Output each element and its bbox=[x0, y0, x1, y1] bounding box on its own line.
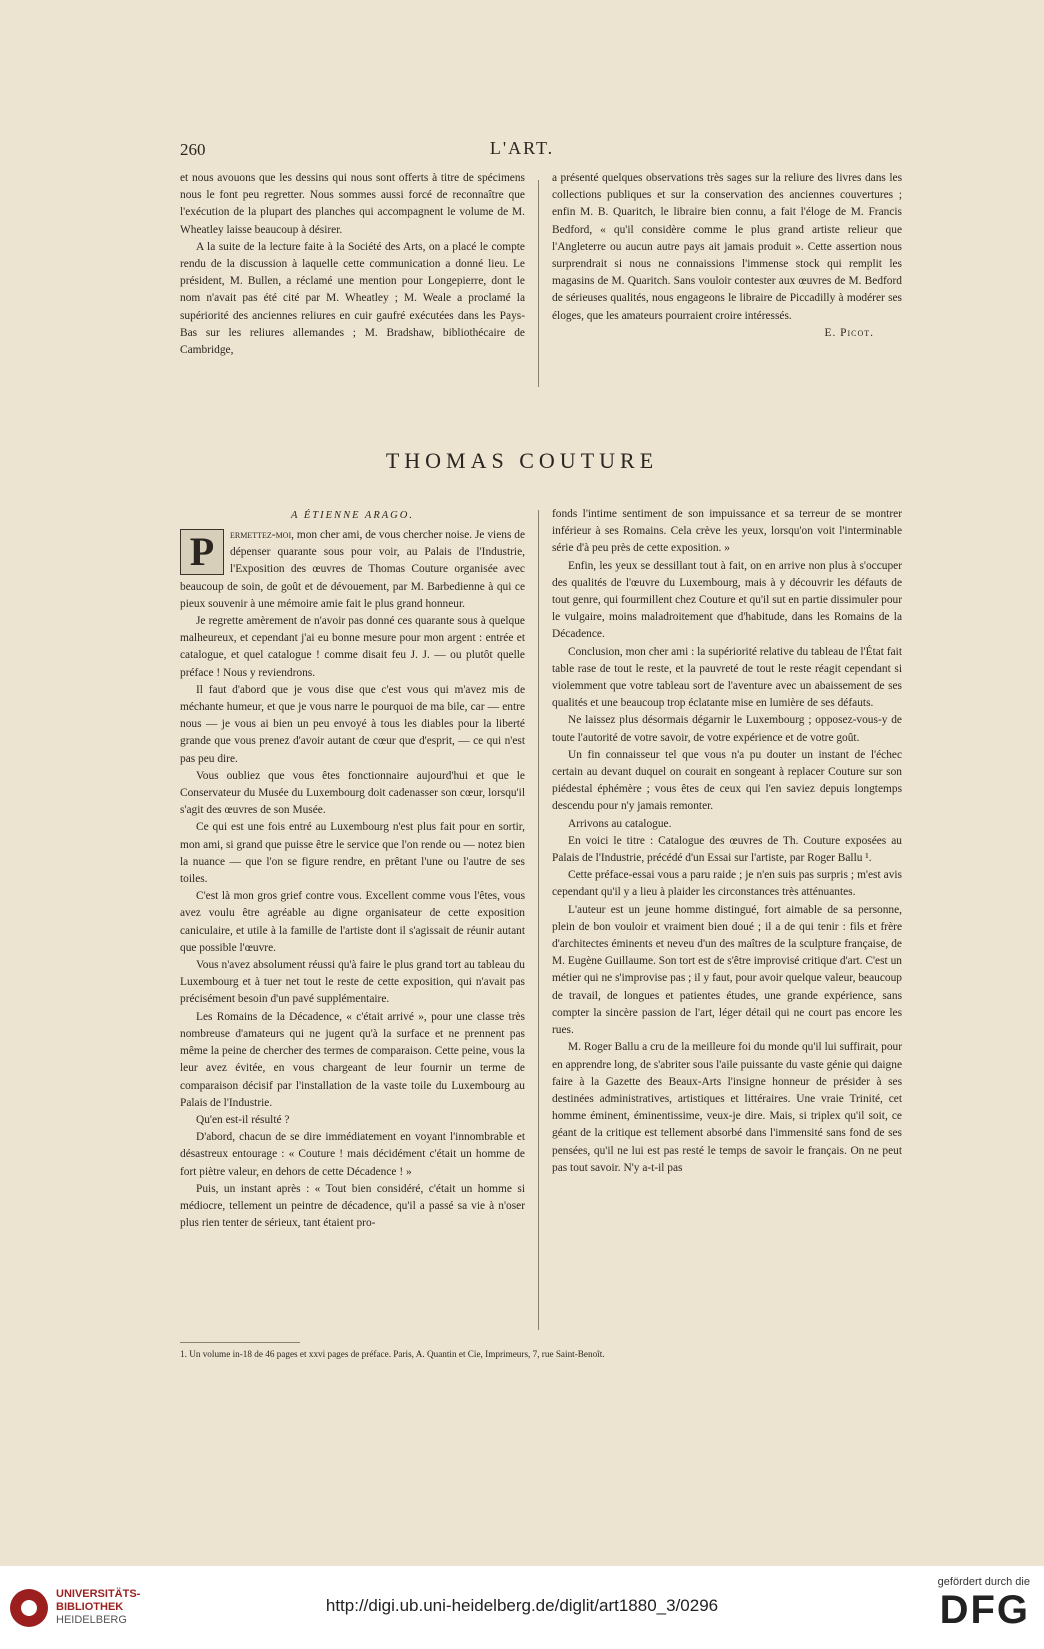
paragraph: a présenté quelques observations très sages sur la reliure des livres dans les collections publiques et sur la conservation des anciennes couvertures ; enfin M. B. Quaritch, le libraire bien connu, a fait l'éloge de M. Francis Bedford, « qu'il considère comme le plus grand artiste relieur que l'Angleterre ou aucun autre pays ait jamais produit ». Cette assertion nous surprendrait si nous ne connaissions l'immense stock qui remplit les magasins de M. Quaritch. Sans vouloir contester aux œuvres de M. Bedford de sérieuses qualités, nous engageons le libraire de Piccadilly à modérer ses éloges, que les amateurs pourraient croire intéressés. bbox=[552, 172, 902, 322]
paragraph: Conclusion, mon cher ami : la supériorité relative du tableau de l'État fait table rase de tout le reste, et la pauvreté de tout le reste réagit cependant si violemment que votre tableau sort de l'aventure avec un abaissement de ses qualités et une beaucoup trop éclatante mise en lumière de ses défauts. bbox=[552, 645, 902, 710]
paragraph: C'est là mon gros grief contre vous. Excellent comme vous l'êtes, vous avez voulu être agréable au digne organisateur de cette exposition caniculaire, et utile à la famille de l'artiste dont il s'agissait de réunir autant que possible l'œuvre. bbox=[180, 890, 525, 954]
paragraph: Ce qui est une fois entré au Luxembourg n'est plus fait pour en sortir, mon ami, si grand que puisse être le service que l'on rende ou — notez bien la nuance — que l'on se figure rendre, en prêtant l'une ou l'autre de ses toiles. bbox=[180, 821, 525, 886]
paragraph: Arrivons au catalogue. bbox=[568, 817, 672, 830]
dfg-label: gefördert durch die bbox=[937, 1576, 1030, 1588]
paragraph: Qu'en est-il résulté ? bbox=[196, 1113, 290, 1126]
paragraph: L'auteur est un jeune homme distingué, fort aimable de sa personne, plein de bon vouloir et vraiment bien doué ; il a de qui tenir : fils et frère d'architectes éminents et neveu d'un des maîtres de la sculpture française, de M. Eugène Guillaume. Son tort est de s'être improvisé critique d'art. C'est un métier qui ne s'improvise pas ; il y faut, pour avoir quelque valeur, beaucoup de travail, de longues et patientes études, une grande expérience, sans compter la sincère passion de l'art, léger détail qui ne court pas encore les rues. bbox=[552, 903, 902, 1037]
column-rule bbox=[538, 180, 539, 387]
footnote: 1. Un volume in-18 de 46 pages et xxvi pages de préface. Paris, A. Quantin et Cie, Imprimeurs, 7, rue Saint-Benoît. bbox=[180, 1349, 605, 1359]
paragraph: En voici le titre : Catalogue des œuvres de Th. Couture exposées au Palais de l'Industrie, précédé d'un Essai sur l'artiste, par Roger Ballu ¹. bbox=[552, 834, 902, 865]
paragraph: Ne laissez plus désormais dégarnir le Luxembourg ; opposez-vous-y de toute l'autorité de votre savoir, de votre expérience et de votre goût. bbox=[552, 714, 902, 744]
viewer-footer bbox=[0, 1566, 1044, 1649]
paragraph: Puis, un instant après : « Tout bien considéré, c'était un homme si médiocre, tellement un peintre de décadence, qu'il a passé sa vie à n'oser plus rien tenter de sérieux, tant étaient pro- bbox=[180, 1182, 525, 1230]
column-rule bbox=[538, 510, 539, 1330]
top-left-column bbox=[180, 170, 525, 359]
main-left-column bbox=[180, 527, 525, 1232]
paragraph: Vous n'avez absolument réussi qu'à faire le plus grand tort au tableau du Luxembourg et à tuer net tout le reste de cette exposition, qui n'avait pas précisément besoin d'un pavé supplémentaire. bbox=[180, 959, 525, 1006]
uni-line-2: BIBLIOTHEK bbox=[56, 1601, 124, 1613]
document-url-link[interactable]: http://digi.ub.uni-heidelberg.de/diglit/art1880_3/0296 bbox=[325, 1596, 719, 1615]
page-number: 260 bbox=[180, 140, 206, 159]
paragraph: Je regrette amèrement de n'avoir pas donné ces quarante sous à quelque malheureux, et cependant j'ai eu bonne mesure pour mon argent : entrée et catalogue, et quel catalogue ! comme disait feu J. J. — ou plutôt quelle préface ! Nous y reviendrons. bbox=[180, 615, 525, 679]
university-library-logo[interactable] bbox=[10, 1588, 140, 1627]
paragraph: Un fin connaisseur tel que vous n'a pu douter un instant de l'échec certain au devant duquel on courait en songeant à replacer Couture sur son piédestal éphémère ; vous êtes de ceux qui l'en saviez depuis longtemps descendu pour n'y jamais remonter. bbox=[552, 748, 902, 813]
uni-line-1: UNIVERSITÄTS- bbox=[56, 1588, 141, 1600]
paragraph: D'abord, chacun de se dire immédiatement en voyant l'innombrable et désastreux entourage : « Couture ! mais décidément c'était un homme de fort piètre valeur, en dehors de cette Décadence ! » bbox=[180, 1131, 525, 1178]
paragraph: A la suite de la lecture faite à la Société des Arts, on a placé le compte rendu de la discussion à laquelle cette communication a donné lieu. Le président, M. Bullen, a réclamé une mention pour Longepierre, dont le nom n'avait pas été cité par M. Wheatley ; M. Weale a proclamé la supériorité des anciennes reliures en cuir gaufré exécutées dans les Pays-Bas sur les reliures allemandes ; M. Bradshaw, bibliothécaire de Cambridge, bbox=[180, 240, 525, 357]
opening-text: mon cher ami, de vous chercher noise. Je viens de dépenser quarante sous pour voir, au Palais de l'Industrie, l'Exposition des œuvres de Thomas Couture organisée avec beaucoup de soin, de goût et de dévouement, par M. Barbedienne à qui ce pieux souvenir à une mémoire amie fait le plus grand honneur. bbox=[180, 529, 525, 610]
university-library-name bbox=[56, 1588, 140, 1627]
dedication: A ÉTIENNE ARAGO. bbox=[291, 510, 414, 521]
dropcap-letter: P bbox=[180, 529, 224, 575]
paragraph: M. Roger Ballu a cru de la meilleure foi du monde qu'il lui suffirait, pour en apprendre long, de s'abriter sous l'aile puissante du vaste génie qui daigne faire à la Gazette des Beaux-Arts l'insigne honneur de présider à ses destinées administratives, artistiques et littéraires. Une vraie Trinité, cet homme éminent, éminentissime, veux-je dire. Mais, si triplex qu'il soit, ce géant de la critique est tellement absorbé dans l'immensité sans fond de ses pensées, qu'il ne lui est pas resté le temps de savoir le français. On ne peut pas tout savoir. N'y a-t-il pas bbox=[552, 1041, 902, 1174]
opening-smallcaps: ermettez-moi, bbox=[230, 529, 294, 541]
university-seal-icon bbox=[10, 1589, 48, 1627]
opening-paragraph bbox=[180, 527, 525, 613]
article-title: THOMAS COUTURE bbox=[385, 448, 659, 473]
paragraph: Enfin, les yeux se dessillant tout à fait, on en arrive non plus à s'occuper des qualités de l'œuvre du Luxembourg, mais à y découvrir les défauts de tout genre, qui fourmillent chez Couture et qu'il sut en partie dissimuler pour le vulgaire, moins maladroitement que d'habitude, dans les Romains de la Décadence. bbox=[552, 559, 902, 641]
top-right-column bbox=[552, 170, 902, 342]
paragraph: Vous oubliez que vous êtes fonctionnaire aujourd'hui et que le Conservateur du Musée du Luxembourg doit cadenasser son cœur, lorsqu'il s'agit des œuvres de son Musée. bbox=[180, 769, 525, 817]
running-title: L'ART. bbox=[489, 138, 555, 158]
dfg-funding[interactable] bbox=[938, 1576, 1030, 1632]
paragraph: Cette préface-essai vous a paru raide ; je n'en suis pas surpris ; m'est avis cependant qu'il y a lieu à plaider les circonstances très atténuantes. bbox=[552, 869, 902, 899]
uni-line-3: HEIDELBERG bbox=[56, 1614, 127, 1626]
paragraph: et nous avouons que les dessins qui nous sont offerts à titre de spécimens nous le font peu regretter. Nous sommes aussi forcé de reconnaître que l'exécution de la plupart des planches qui accompagnent le volume de M. Wheatley laisse beaucoup à désirer. bbox=[180, 172, 525, 236]
paragraph: Les Romains de la Décadence, « c'était arrivé », pour une classe très nombreuse d'amateurs qui ne jugent qu'à la surface et ne prennent pas même la peine de chercher des termes de comparaison. Cette peine, vous la leur avez évitée, en vous chargeant de leur fournir un terme de comparaison décisif par l'installation de la vaste toile du Luxembourg au Palais de l'Industrie. bbox=[180, 1010, 525, 1109]
main-right-column bbox=[552, 506, 902, 1177]
footnote-rule bbox=[180, 1342, 300, 1343]
paragraph: Il faut d'abord que je vous dise que c'est vous qui m'avez mis de méchante humeur, et que je vous narre le pourquoi de ma bile, car — entre nous — je vous ai bien un peu envoyé à tous les diables pour la liberté grande que vous prenez d'avoir autant de cœur que d'esprit, — ce qui n'est pas peu dire. bbox=[180, 683, 525, 765]
dfg-logo-icon: DFG bbox=[939, 1588, 1030, 1632]
paragraph: fonds l'intime sentiment de son impuissance et sa terreur de se montrer inférieur à ses Romains. Cela crève les yeux, lorsqu'on voit l'interminable série d'à peu près de cette exposition. » bbox=[552, 508, 902, 555]
author-signature: E. Picot. bbox=[824, 326, 874, 339]
